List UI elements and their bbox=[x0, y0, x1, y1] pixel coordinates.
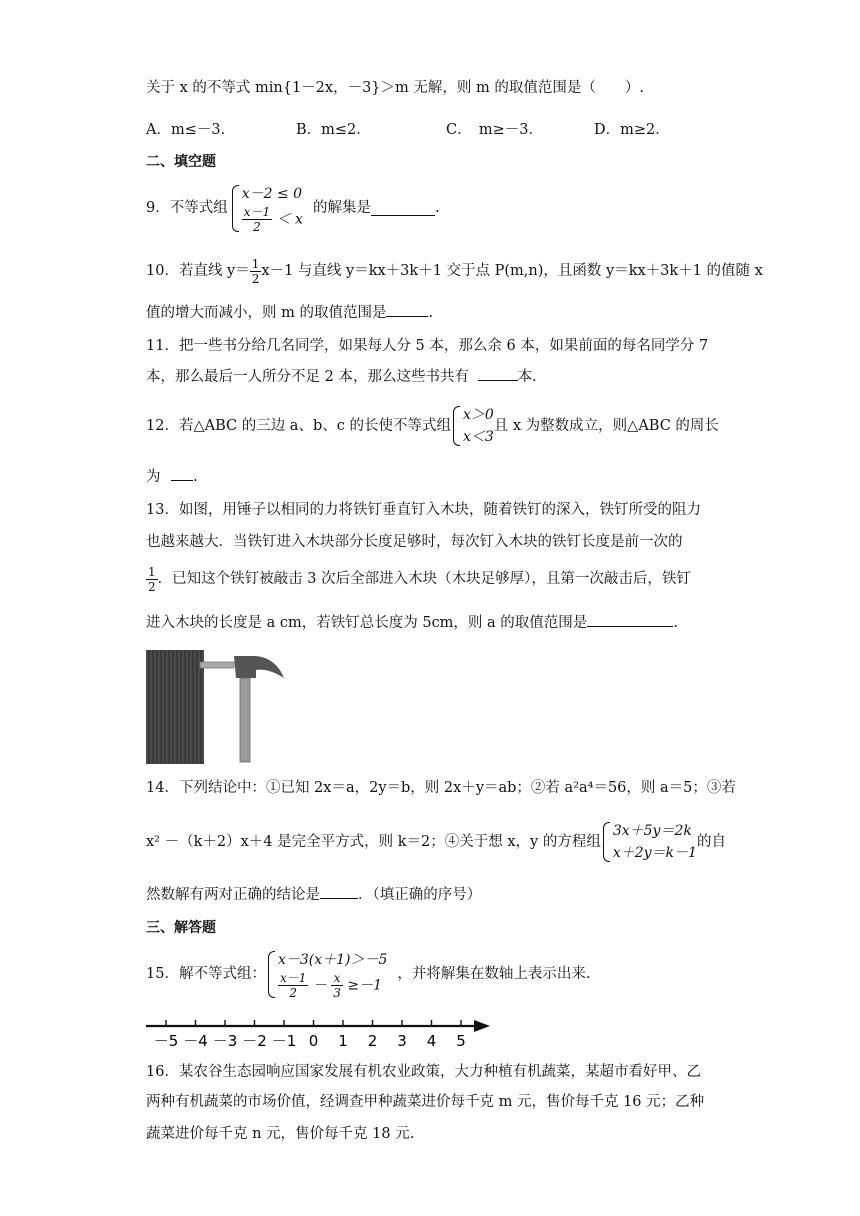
question-13-line-3: $\frac{1}{2}$ ．已知这个铁钉被敲击 3 次后全部进入木块（木块足够厚），且第一次敲击后，铁钉 bbox=[148, 564, 691, 594]
number-line-tick-label: 1 bbox=[338, 1032, 348, 1050]
q9-ineq-1: x－2 ≤ 0 bbox=[241, 185, 303, 202]
number-line-arrow bbox=[474, 1020, 490, 1032]
q8-option-d: D．m≥2． bbox=[594, 122, 670, 138]
q9-system: x－2 ≤ 0 $\frac{x-1}{2}$ ＜ x bbox=[232, 183, 303, 234]
question-11-line-2: 本，那么最后一人所分不足 2 本，那么这些书共有 本. bbox=[146, 366, 537, 387]
number-line-tick-label: －5 bbox=[153, 1032, 179, 1050]
q12-answer-blank bbox=[171, 466, 193, 481]
number-line-tick-label: －4 bbox=[183, 1032, 208, 1050]
q15-system: x－3(x＋1)＞－5 $\frac{x-1}{2}$ － $\frac{x}{3}$ ≥－1 bbox=[268, 949, 387, 1000]
question-14-line-3: 然数解有两对正确的结论是 ．（填正确的序号） bbox=[146, 884, 481, 905]
number-line bbox=[144, 1016, 494, 1050]
q13-answer-blank bbox=[587, 612, 673, 627]
nail bbox=[200, 662, 234, 668]
number-line-tick-label: 5 bbox=[456, 1032, 466, 1050]
section-solve-title: 三、解答题 bbox=[146, 920, 216, 936]
question-15: 15．解不等式组： x－3(x＋1)＞－5 $\frac{x-1}{2}$ － $\frac{x}{3}$ ≥－1 ，并将解集在数轴上表示出来. bbox=[146, 942, 591, 1006]
question-12-line-1: 12．若△ABC 的三边 a、b、c 的长使不等式组 x＞0 x＜3 且 x 为整数成立，则△ABC 的周长 bbox=[146, 404, 719, 448]
question-10-line-1: 10．若直线 y＝ $\frac{1}{2}$ x－1 与直线 y＝kx＋3k＋1 交于点 P(m,n)，且函数 y＝kx＋3k＋1 的值随 x bbox=[146, 256, 763, 286]
q9-answer-blank bbox=[371, 201, 435, 216]
hammer-nail-illustration bbox=[144, 648, 294, 766]
q8-option-c: C． m≥－3． bbox=[446, 122, 543, 138]
question-16-line-2: 两种有机蔬菜的市场价值，经调查甲种蔬菜进价每千克 m 元，售价每千克 16 元；乙种 bbox=[146, 1094, 705, 1110]
q9-prefix: 9．不等式组 bbox=[146, 200, 228, 216]
number-line-tick-label: －1 bbox=[271, 1032, 297, 1050]
number-line-tick-label: 0 bbox=[308, 1032, 319, 1050]
question-16-line-1: 16．某农谷生态园响应国家发展有机农业政策，大力种植有机蔬菜，某超市看好甲、乙 bbox=[146, 1064, 701, 1080]
hammer-head bbox=[234, 656, 284, 678]
wood-block bbox=[146, 650, 204, 764]
number-line-tick-label: 3 bbox=[397, 1032, 407, 1050]
number-line-tick-label: －2 bbox=[242, 1032, 267, 1050]
question-13-line-1: 13．如图，用锤子以相同的力将铁钉垂直钉入木块，随着铁钉的深入，铁钉所受的阻力 bbox=[146, 502, 701, 518]
q10-fraction: $\frac{1}{2}$ bbox=[251, 256, 260, 286]
question-13-line-2: 也越来越大．当铁钉进入木块部分长度足够时，每次钉入木块的铁钉长度是前一次的 bbox=[146, 534, 683, 550]
question-14-line-1: 14．下列结论中：①已知 2x＝a，2y＝b，则 2x＋y＝ab；②若 a²a⁴＝56，则 a＝5；③若 bbox=[146, 780, 736, 796]
section-fill-in-title: 二、填空题 bbox=[146, 154, 216, 170]
question-13-line-4: 进入木块的长度是 a cm，若铁钉总长度为 5cm，则 a 的取值范围是 . bbox=[146, 612, 678, 633]
q11-answer-blank bbox=[478, 366, 518, 381]
q14-system: 3x＋5y＝2k x＋2y＝k－1 bbox=[603, 820, 697, 864]
question-14-line-2: x² －（k＋2）x＋4 是完全平方式，则 k＝2；④关于想 x，y 的方程组 3x＋5y＝2k x＋2y＝k－1 的自 bbox=[146, 820, 726, 864]
number-line-tick-label: 4 bbox=[426, 1032, 437, 1050]
question-16-line-3: 蔬菜进价每千克 n 元，售价每千克 18 元. bbox=[146, 1126, 415, 1142]
q9-suffix: 的解集是 bbox=[312, 200, 371, 216]
q8-stem: 关于 x 的不等式 min{1－2x，－3}＞m 无解，则 m 的取值范围是（ ）. bbox=[146, 80, 644, 96]
question-12-line-2: 为 . bbox=[146, 466, 198, 487]
q9-fraction: $\frac{x-1}{2}$ bbox=[243, 204, 271, 234]
hammer-handle bbox=[240, 678, 250, 762]
q10-answer-blank bbox=[386, 302, 428, 317]
number-line-tick-label: 2 bbox=[367, 1032, 378, 1050]
question-9: 9．不等式组 x－2 ≤ 0 $\frac{x-1}{2}$ ＜ x 的解集是 . bbox=[146, 176, 440, 240]
question-11-line-1: 11．把一些书分给几名同学，如果每人分 5 本，那么余 6 本，如果前面的每名同学分 7 bbox=[146, 338, 709, 354]
q13-fraction: $\frac{1}{2}$ bbox=[148, 564, 156, 594]
q14-answer-blank bbox=[320, 884, 358, 899]
number-line-tick-label: －3 bbox=[212, 1032, 238, 1050]
question-10-line-2: 值的增大而减小，则 m 的取值范围是 . bbox=[146, 302, 433, 323]
q8-option-a: A．m≤－3． bbox=[146, 122, 236, 138]
q12-system: x＞0 x＜3 bbox=[453, 404, 494, 448]
q8-option-b: B．m≤2． bbox=[296, 122, 371, 138]
